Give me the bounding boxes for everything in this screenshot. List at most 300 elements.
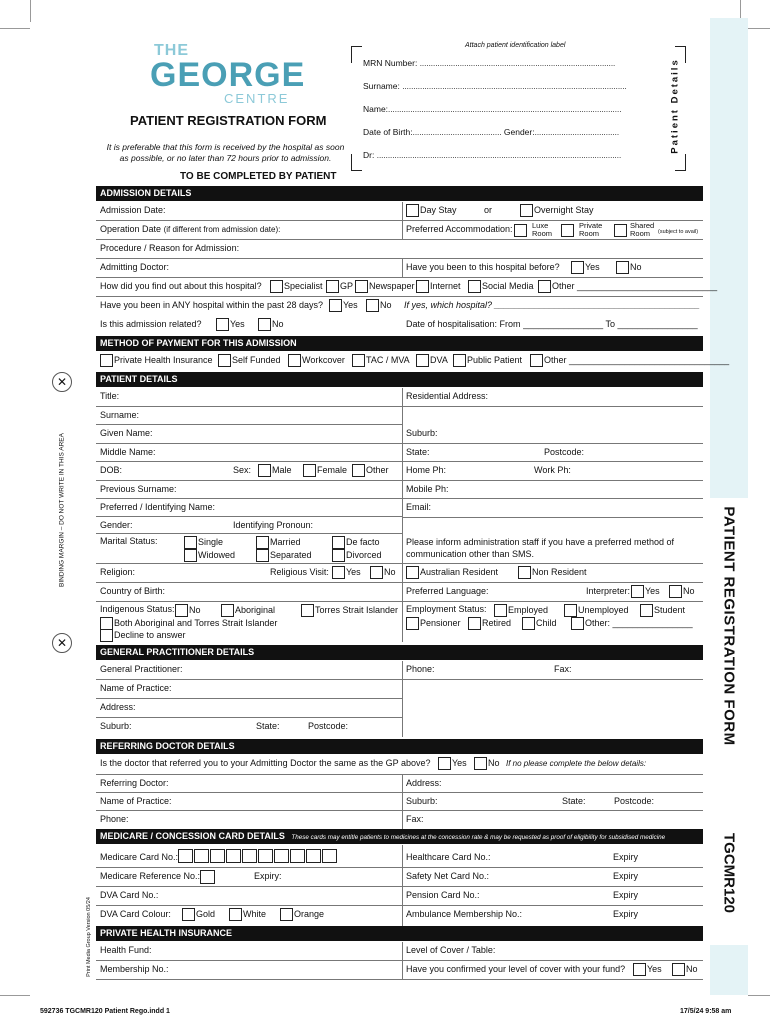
private-option[interactable] [561,224,575,237]
to-be-completed: TO BE COMPLETED BY PATIENT [180,171,337,182]
indigenous-row [96,602,703,642]
aus-resident-option[interactable] [406,564,498,581]
dots: ...................................... [534,128,620,137]
healthcare-expiry: Expiry [613,852,639,862]
checkbox[interactable] [406,204,419,217]
operation-date-text: Operation Date [100,224,162,234]
checkbox[interactable] [352,354,365,367]
gp-label: GP [340,281,354,291]
interpreter-no[interactable] [669,583,695,600]
admitting-doctor-label: Admitting Doctor: [100,262,170,272]
digit-box[interactable] [322,849,337,863]
attach-label: Attach patient identification label [465,42,566,49]
checkbox[interactable] [474,757,487,770]
checkbox[interactable] [256,549,269,562]
checkbox[interactable] [100,629,113,642]
ref-phone-label: Phone: [100,814,129,824]
been-before-no[interactable] [616,259,642,276]
gender-row [96,517,402,534]
visit-no[interactable] [370,564,396,581]
male-option[interactable] [258,462,292,479]
non-resident-option[interactable] [518,564,587,581]
torres-option[interactable] [301,604,398,617]
checkbox[interactable] [416,280,429,293]
pensioner-option[interactable] [406,617,461,630]
country-row [96,583,703,602]
state-label: State: [406,447,430,457]
checkbox[interactable] [633,963,646,976]
other-option[interactable]: Other ____________________________ [538,278,717,295]
ref-state-label: State: [562,796,586,806]
digit-box[interactable] [194,849,209,863]
dr-field[interactable] [363,150,621,160]
mrn-field[interactable] [363,58,615,68]
checkbox[interactable] [332,566,345,579]
payment-heading: METHOD OF PAYMENT FOR THIS ADMISSION [96,336,703,351]
name-label: Name: [363,104,389,114]
gp-option[interactable] [326,278,353,295]
checkbox[interactable] [301,604,314,617]
ambulance-expiry: Expiry [613,909,639,919]
dots: ..................................................................................................... [402,82,627,91]
private-heading: PRIVATE HEALTH INSURANCE [96,926,703,941]
social-media-label: Social Media [482,281,534,291]
checkbox[interactable] [355,280,368,293]
footer-file: 592736 TGCMR120 Patient Rego.indd 1 [40,1008,170,1015]
ref-fax-label: Fax: [406,814,424,824]
pay-other[interactable]: Other ________________________________ [530,352,729,369]
decline-option[interactable] [100,629,186,642]
widowed-label: Widowed [198,549,236,560]
checkbox[interactable] [258,318,271,331]
language-label: Preferred Language: [406,586,489,596]
child-option[interactable] [522,617,557,630]
surname-row [96,407,402,425]
mobile-ph-label: Mobile Ph: [406,484,449,494]
been-before-yes[interactable] [571,259,600,276]
admission-date-label: Admission Date: [100,205,166,215]
digit-box[interactable] [306,849,321,863]
digit-box[interactable] [226,849,241,863]
no-label: No [683,586,695,596]
digit-box[interactable] [210,849,225,863]
luxe-label: Luxe Room [532,221,553,238]
no-label: No [272,319,284,329]
medicare-no-label: Medicare Card No.: [100,852,179,862]
logo [150,42,310,112]
email-underline [402,517,703,518]
yes-label: Yes [452,758,467,768]
admitting-doctor-row [96,259,703,278]
dob-label: DOB: [100,465,123,475]
orange-label: Orange [294,909,325,919]
checkbox[interactable] [416,354,429,367]
divorced-label: Divorced [346,549,382,560]
yes-label: Yes [647,964,662,974]
pay-label: DVA [430,355,448,365]
residential-label: Residential Address: [406,391,489,401]
checkbox[interactable] [616,261,629,274]
indigenous-label: Indigenous Status: [100,604,175,614]
checkbox[interactable] [332,549,345,562]
checkbox[interactable] [326,280,339,293]
ambulance-label: Ambulance Membership No.: [406,909,523,919]
pay-dva[interactable] [416,352,448,369]
gold-option[interactable] [182,906,215,923]
checkbox[interactable] [406,617,419,630]
home-ph-label: Home Ph: [406,465,447,475]
no-label: No [630,262,642,272]
checkbox[interactable] [270,280,283,293]
religion-label: Religion: [100,567,136,577]
side-teal-strip [710,945,748,995]
newspaper-label: Newspaper [369,281,415,291]
yes-label: Yes [585,262,600,272]
checkbox[interactable] [288,354,301,367]
surname-label: Surname: [363,81,400,91]
checkbox[interactable] [332,536,345,549]
other-emp-label: Other: [585,617,611,628]
checkbox[interactable] [561,224,574,237]
any-hospital-row [96,297,703,316]
no-label: No [189,604,201,615]
checkbox[interactable] [564,604,577,617]
no-label: No [380,300,392,310]
ref-postcode-label: Postcode: [614,796,655,806]
reference-box[interactable] [200,870,217,884]
gold-label: Gold [196,909,216,919]
dob-row [96,462,703,481]
name-field[interactable] [363,104,621,114]
medicare-number-boxes[interactable] [178,849,338,863]
indigenous-no[interactable] [175,604,201,617]
aus-resident-label: Australian Resident [420,567,499,577]
checkbox[interactable] [669,585,682,598]
checkbox[interactable] [468,617,481,630]
country-label: Country of Birth: [100,586,166,596]
gp-practice-label: Name of Practice: [100,683,172,693]
membership-label: Membership No.: [100,964,169,974]
date-hospitalisation[interactable]: Date of hospitalisation: From ________________ To ________________ [406,319,698,329]
religion-row [96,564,703,583]
checkbox[interactable] [184,536,197,549]
no-label: No [384,567,396,577]
checkbox[interactable] [438,757,451,770]
checkbox[interactable] [280,908,293,921]
dots: .............................................................................................................. [376,151,622,160]
checkbox[interactable] [468,280,481,293]
checkbox[interactable] [453,354,466,367]
pay-label: Self Funded [232,355,281,365]
shared-option[interactable] [614,224,628,237]
aboriginal-option[interactable] [221,604,275,617]
ref-practice-label: Name of Practice: [100,796,172,806]
yes-label: Yes [230,319,245,329]
digit-box[interactable] [178,849,193,863]
day-stay-label: Day Stay [420,205,457,215]
male-label: Male [272,465,292,475]
related-label: Is this admission related? [100,319,202,329]
interpreter-yes[interactable] [631,583,660,600]
which-hospital-label: If yes, which hospital? [404,300,493,310]
dots: ........................................................................................ [419,59,616,68]
unemployed-option[interactable] [564,604,629,617]
marital-label: Marital Status: [100,536,158,546]
same-no[interactable] [474,755,500,772]
pension-expiry: Expiry [613,890,639,900]
confirmed-no[interactable] [672,961,698,978]
checkbox[interactable] [514,224,527,237]
retired-label: Retired [482,617,512,628]
luxe-option[interactable] [514,224,528,237]
gp-state-label: State: [256,721,280,731]
checkbox[interactable] [229,908,242,921]
reference-row [96,868,703,887]
checkbox[interactable] [494,604,507,617]
checkbox[interactable] [672,963,685,976]
digit-box[interactable] [290,849,305,863]
digit-box[interactable] [274,849,289,863]
corner [351,46,362,63]
defacto-option[interactable] [332,536,380,549]
related-yes[interactable] [216,316,245,333]
dva-colour-label: DVA Card Colour: [100,909,171,919]
checkbox[interactable] [256,536,269,549]
confirmed-yes[interactable] [633,961,662,978]
no-label: No [488,758,500,768]
checkbox[interactable] [182,908,195,921]
preferred-name-row [96,499,402,517]
retired-option[interactable] [468,617,511,630]
medicare-no-row [96,845,703,868]
which-hospital[interactable]: If yes, which hospital? _________________________________________ [404,300,700,310]
side-teal-strip [710,18,748,498]
unemployed-label: Unemployed [578,604,629,615]
given-name-label: Given Name: [100,428,153,438]
surname-field[interactable] [363,81,627,91]
married-label: Married [270,536,301,547]
to-label: To [605,319,616,329]
operation-date-label [100,221,280,238]
checkbox[interactable] [218,354,231,367]
healthcare-no-label: Healthcare Card No.: [406,852,491,862]
pay-label: Private Health Insurance [114,355,213,365]
surname-label: Surname: [100,410,140,420]
logo-centre: CENTRE [224,91,290,106]
newspaper-option[interactable] [355,278,415,295]
payment-row [96,352,730,371]
single-option[interactable] [184,536,223,549]
checkbox[interactable] [406,566,419,579]
find-out-row [96,278,718,297]
sex-label: Sex: [233,465,252,475]
widowed-option[interactable] [184,549,235,562]
dots: ........................................ [412,128,502,137]
gp-heading: GENERAL PRACTITIONER DETAILS [96,645,703,660]
checkbox[interactable] [184,549,197,562]
gp-suburb-label: Suburb: [100,721,132,731]
crop-mark [748,995,770,996]
separated-option[interactable] [256,549,312,562]
checkbox[interactable] [631,585,644,598]
both-label: Both Aboriginal and Torres Strait Islander [114,617,278,628]
checkbox[interactable] [538,280,551,293]
postcode-label: Postcode: [544,447,585,457]
checkbox[interactable] [258,464,271,477]
given-name-row [96,425,703,444]
other-emp-option[interactable]: Other: ________________ [571,617,693,630]
employed-label: Employed [508,604,549,615]
procedure-label: Procedure / Reason for Admission: [100,243,240,253]
pay-public[interactable] [453,352,522,369]
gp-fax-label: Fax: [554,664,572,674]
divorced-option[interactable] [332,549,382,562]
checkbox[interactable] [614,224,627,237]
dva-no-label: DVA Card No.: [100,890,159,900]
referring-heading: REFERRING DOCTOR DETAILS [96,739,703,754]
checkbox[interactable] [370,566,383,579]
checkbox[interactable] [100,354,113,367]
work-ph-label: Work Ph: [534,465,571,475]
checkbox[interactable] [571,261,584,274]
yes-label: Yes [645,586,660,596]
checkbox[interactable] [518,566,531,579]
pay-tac[interactable] [352,352,410,369]
preferred-accommodation-label: Preferred Accommodation: [406,224,513,234]
ref-address-label: Address: [406,778,442,788]
any-hospital-yes[interactable] [329,297,358,314]
single-label: Single [198,536,224,547]
related-no[interactable] [258,316,284,333]
aboriginal-label: Aboriginal [235,604,276,615]
internet-option[interactable] [416,278,461,295]
pay-workcover[interactable] [288,352,345,369]
pay-self[interactable] [218,352,281,369]
gp-label: General Practitioner: [100,664,183,674]
checkbox[interactable] [640,604,653,617]
confirmed-label: Have you confirmed your level of cover with your fund? [406,964,626,974]
binding-hole-icon: ✕ [52,372,72,392]
operation-date-row [96,221,703,240]
day-stay-option[interactable] [406,202,457,219]
visit-yes[interactable] [332,564,361,581]
form-title: PATIENT REGISTRATION FORM [130,113,327,128]
health-fund-row [96,942,703,961]
pension-no-label: Pension Card No.: [406,890,480,900]
same-as-gp-row [96,755,703,775]
student-label: Student [654,604,686,615]
no-label: No [686,964,698,974]
find-out-label: How did you find out about this hospital? [100,281,262,291]
title-label: Title: [100,391,120,401]
pay-private[interactable] [100,352,213,369]
married-option[interactable] [256,536,301,549]
complete-below: If no please complete the below details: [506,759,647,768]
digit-box[interactable] [200,870,215,884]
employed-option[interactable] [494,604,548,617]
checkbox[interactable] [352,464,365,477]
female-option[interactable] [303,462,347,479]
binding-margin-note: BINDING MARGIN – DO NOT WRITE IN THIS AREA [58,433,66,587]
specialist-option[interactable] [270,278,323,295]
related-row [96,316,703,335]
specialist-label: Specialist [284,281,323,291]
any-hospital-label: Have you been in ANY hospital within the past 28 days? [100,300,323,310]
checkbox[interactable] [522,617,535,630]
checkbox[interactable] [175,604,188,617]
checkbox[interactable] [520,204,533,217]
checkbox[interactable] [366,299,379,312]
binding-hole-icon: ✕ [52,633,72,653]
any-hospital-no[interactable] [366,297,392,314]
pay-label: Public Patient [467,355,523,365]
pronoun-label: Identifying Pronoun: [233,520,314,530]
pay-label: TAC / MVA [366,355,410,365]
medicare-heading [96,829,703,844]
pensioner-label: Pensioner [420,617,461,628]
pay-label: Other [544,355,567,365]
medicare-heading-text: MEDICARE / CONCESSION CARD DETAILS [100,831,285,841]
email-label: Email: [406,502,432,512]
operation-date-note: (if different from admission date): [163,225,281,234]
social-media-option[interactable] [468,278,534,295]
footer-date: 17/5/24 9:58 am [680,1008,732,1015]
torres-label: Torres Strait Islander [315,604,399,615]
logo-the: THE [154,42,189,59]
student-option[interactable] [640,604,685,617]
safety-net-label: Safety Net Card No.: [406,871,490,881]
previous-surname-label: Previous Surname: [100,484,177,494]
date-hosp-label: Date of hospitalisation: From [406,319,521,329]
other-sex-option[interactable] [352,462,389,479]
checkbox[interactable] [221,604,234,617]
yes-label: Yes [343,300,358,310]
safety-net-expiry: Expiry [613,871,639,881]
digit-box[interactable] [242,849,257,863]
ref-doctor-row [96,775,703,793]
overnight-label: Overnight Stay [534,205,594,215]
orange-option[interactable] [280,906,324,923]
non-resident-label: Non Resident [532,567,587,577]
female-label: Female [317,465,348,475]
ref-suburb-label: Suburb: [406,796,438,806]
gp-practice-row [96,680,402,699]
sms-note: Please inform administration staff if you have a preferred method of communication other than SMS. [406,537,674,559]
white-label: White [243,909,267,919]
reference-expiry: Expiry: [254,871,282,881]
digit-box[interactable] [258,849,273,863]
checkbox[interactable] [303,464,316,477]
checkbox[interactable] [571,617,584,630]
checkbox[interactable] [216,318,229,331]
gp-row [96,661,703,680]
dob-label: Date of Birth: [363,127,413,137]
crop-mark [30,0,31,22]
patient-details-side: Patient Details [669,58,681,154]
dva-no-row [96,887,703,906]
checkbox[interactable] [329,299,342,312]
same-yes[interactable] [438,755,467,772]
health-fund-label: Health Fund: [100,945,152,955]
dob-gender-field[interactable] [363,127,619,137]
white-option[interactable] [229,906,266,923]
been-before-label: Have you been to this hospital before? [406,262,560,272]
checkbox[interactable] [530,354,543,367]
internet-label: Internet [430,281,461,291]
suburb-label: Suburb: [406,428,438,438]
overnight-option[interactable] [520,202,594,219]
vertical-form-title: PATIENT REGISTRATION FORM [720,506,738,746]
